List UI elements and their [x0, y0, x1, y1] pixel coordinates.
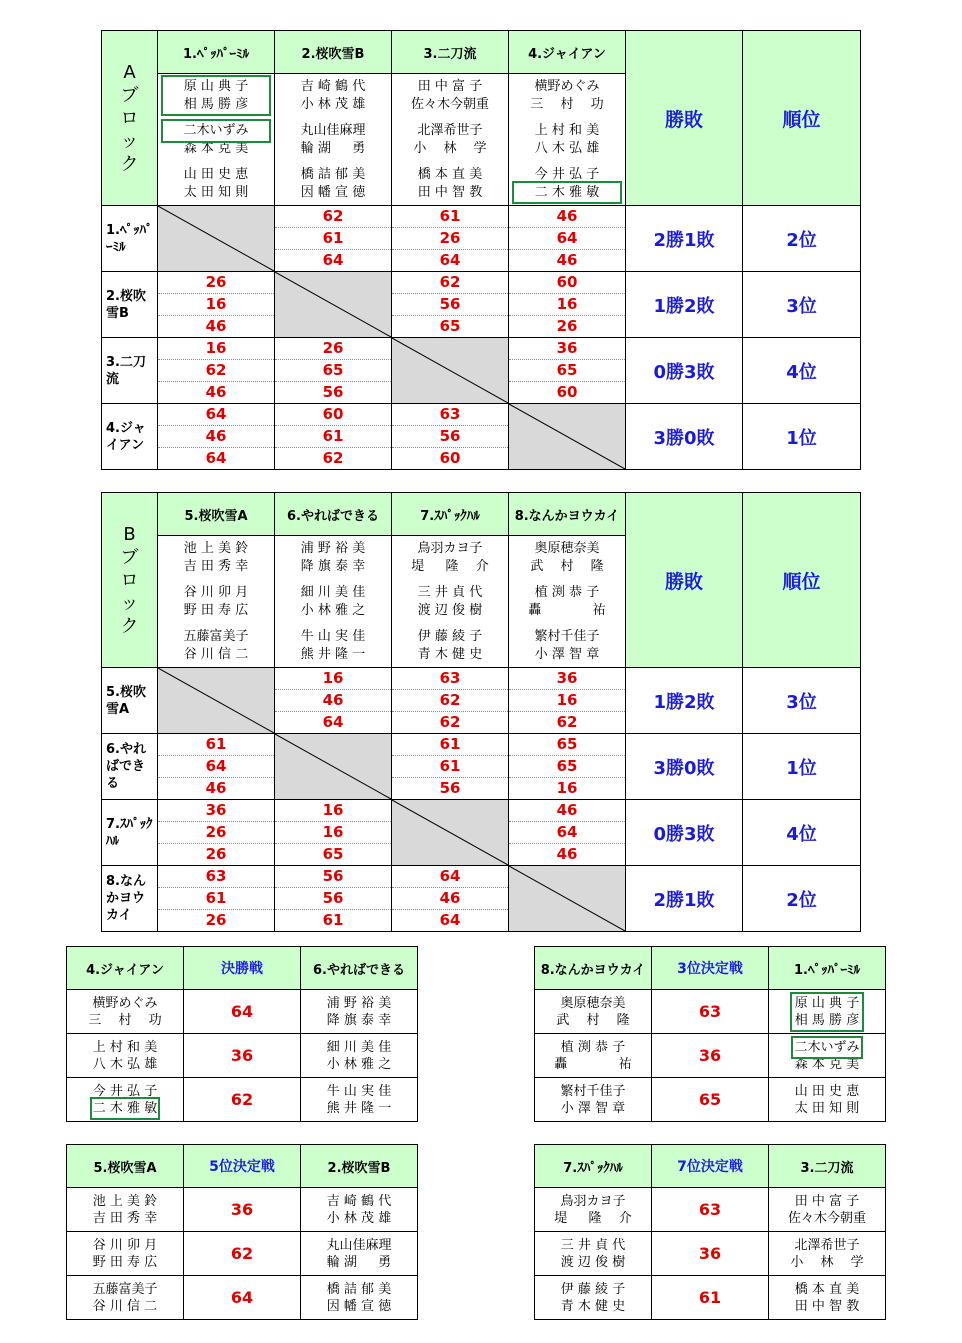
player-pair	[535, 1232, 652, 1276]
diagonal-cell	[275, 272, 392, 338]
player-name: 繁村千佳子	[560, 1083, 626, 1099]
match-score: 36	[184, 1034, 301, 1078]
rank-value: 4位	[743, 800, 861, 866]
set-score: 36	[158, 800, 274, 822]
score-cell	[275, 206, 392, 272]
set-score: 56	[322, 383, 344, 401]
player-name: 小 林 学	[790, 1254, 864, 1270]
result-row	[102, 272, 861, 338]
player-name: 太 田 知 則	[794, 1100, 860, 1116]
set-score: 61	[158, 734, 274, 756]
score-cell	[392, 206, 509, 272]
player-pair	[67, 990, 184, 1034]
player-pair: 細 川 美 佳 小 林 雅 之	[300, 585, 366, 618]
set-score: 65	[509, 756, 625, 778]
player-name: 田 中 智 教	[794, 1298, 860, 1314]
score-cell	[392, 866, 509, 932]
score-cell	[392, 272, 509, 338]
player-name: 渡 辺 俊 樹	[560, 1254, 626, 1270]
match-score: 62	[184, 1078, 301, 1122]
player-pair	[301, 990, 418, 1034]
player-name: 谷 川 信 二	[92, 1298, 158, 1314]
third-place-match-table	[534, 946, 886, 1122]
win-loss-record: 1勝2敗	[626, 272, 743, 338]
player-name: 谷 川 卯 月	[92, 1237, 158, 1253]
match-title: 3位決定戦	[652, 947, 769, 990]
match-team-right: 6.やればできる	[301, 947, 418, 990]
set-score: 36	[509, 668, 625, 690]
rank-value: 1位	[743, 404, 861, 470]
set-score: 56	[275, 866, 391, 888]
score-cell	[275, 338, 392, 404]
seventh-place-match-table	[534, 1144, 886, 1320]
set-score: 61	[392, 756, 508, 778]
player-name: 浦 野 裕 美	[326, 995, 392, 1011]
player-name: 奥原穂奈美	[560, 995, 626, 1011]
player-pair: 三 井 貞 代 渡 辺 俊 樹	[417, 585, 483, 618]
row-team-label: 1.ﾍﾟｯﾊﾟｰﾐﾙ	[102, 206, 158, 272]
row-team-label: 7.ｽﾊﾟｯｸﾊﾙ	[102, 800, 158, 866]
match-row	[67, 1078, 418, 1122]
player-pair	[769, 1188, 886, 1232]
player-name: 降 旗 泰 幸	[326, 1012, 392, 1028]
set-score: 26	[205, 845, 227, 863]
match-row	[67, 1276, 418, 1320]
player-name: 田 中 富 子	[794, 1193, 860, 1209]
set-score: 46	[205, 383, 227, 401]
block-a-label: A ブ ロ ッ ク	[102, 31, 158, 206]
set-score: 26	[275, 338, 391, 360]
result-row	[102, 866, 861, 932]
player-pair: 橋 本 直 美 田 中 智 教	[417, 167, 483, 200]
player-pair: 田 中 富 子 佐々木今朝重	[410, 79, 489, 112]
player-name: 橋 本 直 美	[794, 1281, 860, 1297]
set-score: 46	[509, 206, 625, 228]
score-cell	[392, 404, 509, 470]
row-team-label: 3.二刀流	[102, 338, 158, 404]
score-cell	[275, 668, 392, 734]
player-name: 堤 隆 介	[554, 1210, 632, 1226]
score-cell	[509, 272, 626, 338]
set-score: 46	[509, 800, 625, 822]
match-row	[535, 1276, 886, 1320]
rank-value: 2位	[743, 206, 861, 272]
diagonal-cell	[509, 404, 626, 470]
match-score: 36	[184, 1188, 301, 1232]
result-header: 勝敗	[626, 493, 743, 668]
set-score: 56	[439, 779, 461, 797]
player-name: 橋 詰 郁 美	[326, 1281, 392, 1297]
set-score: 46	[556, 845, 578, 863]
set-score: 63	[392, 668, 508, 690]
set-score: 65	[509, 360, 625, 382]
player-name: 武 村 隆	[556, 1012, 630, 1028]
match-row	[535, 1188, 886, 1232]
score-cell	[509, 668, 626, 734]
player-pair	[67, 1034, 184, 1078]
player-name: 二木いずみ	[794, 1039, 860, 1055]
team-roster	[275, 74, 392, 206]
win-loss-record: 1勝2敗	[626, 668, 743, 734]
team-header: 7.ｽﾊﾟｯｸﾊﾙ	[392, 493, 509, 536]
set-score: 16	[275, 668, 391, 690]
match-row	[67, 1188, 418, 1232]
rank-header: 順位	[743, 493, 861, 668]
win-loss-record: 3勝0敗	[626, 734, 743, 800]
player-pair	[769, 1034, 886, 1078]
player-pair: 池 上 美 鈴 吉 田 秀 幸	[183, 541, 249, 574]
set-score: 56	[275, 888, 391, 910]
win-loss-record: 0勝3敗	[626, 338, 743, 404]
score-cell	[275, 866, 392, 932]
set-score: 62	[275, 206, 391, 228]
player-name: 伊 藤 綾 子	[560, 1281, 626, 1297]
set-score: 16	[158, 294, 274, 316]
score-cell	[158, 800, 275, 866]
result-header: 勝敗	[626, 31, 743, 206]
row-team-label: 2.桜吹雪B	[102, 272, 158, 338]
score-cell	[158, 866, 275, 932]
player-pair: 繁村千佳子 小 澤 智 章	[534, 629, 600, 662]
set-score: 26	[158, 272, 274, 294]
set-score: 62	[392, 272, 508, 294]
team-header: 3.二刀流	[392, 31, 509, 74]
set-score: 61	[392, 734, 508, 756]
set-score: 64	[439, 251, 461, 269]
result-row	[102, 800, 861, 866]
set-score: 64	[509, 822, 625, 844]
set-score: 64	[158, 404, 274, 426]
score-cell	[158, 734, 275, 800]
player-name: 吉 崎 鶴 代	[326, 1193, 392, 1209]
score-cell	[392, 734, 509, 800]
set-score: 61	[322, 911, 344, 929]
match-score: 36	[652, 1232, 769, 1276]
block-b-table	[101, 492, 861, 932]
player-pair	[67, 1078, 184, 1122]
row-team-label: 8.なんかヨウカイ	[102, 866, 158, 932]
diagonal-cell	[509, 866, 626, 932]
match-team-left: 5.桜吹雪A	[67, 1145, 184, 1188]
result-row	[102, 338, 861, 404]
player-pair	[535, 1034, 652, 1078]
player-pair	[535, 990, 652, 1034]
player-pair: 五藤富美子 谷 川 信 二	[183, 629, 249, 662]
player-name: 上 村 和 美	[92, 1039, 158, 1055]
set-score: 64	[392, 866, 508, 888]
set-score: 16	[158, 338, 274, 360]
set-score: 61	[392, 206, 508, 228]
match-title: 決勝戦	[184, 947, 301, 990]
match-row	[535, 1034, 886, 1078]
player-pair	[535, 1276, 652, 1320]
player-name: 三 村 功	[88, 1012, 162, 1028]
player-name: 因 幡 宣 徳	[326, 1298, 392, 1314]
player-name: 吉 田 秀 幸	[92, 1210, 158, 1226]
match-team-right: 1.ﾍﾟｯﾊﾟｰﾐﾙ	[769, 947, 886, 990]
team-header: 8.なんかヨウカイ	[509, 493, 626, 536]
match-score: 62	[184, 1232, 301, 1276]
result-row	[102, 206, 861, 272]
match-team-left: 4.ジャイアン	[67, 947, 184, 990]
player-name: 今 井 弘 子	[92, 1083, 158, 1099]
win-loss-record: 2勝1敗	[626, 206, 743, 272]
match-row	[535, 1232, 886, 1276]
match-row	[535, 990, 886, 1034]
rank-value: 1位	[743, 734, 861, 800]
set-score: 46	[205, 779, 227, 797]
fifth-place-match-table	[66, 1144, 418, 1320]
set-score: 64	[205, 449, 227, 467]
set-score: 16	[556, 779, 578, 797]
set-score: 16	[275, 822, 391, 844]
player-name: 熊 井 隆 一	[326, 1100, 392, 1116]
set-score: 62	[392, 690, 508, 712]
player-name: 三 井 貞 代	[560, 1237, 626, 1253]
match-row	[535, 1078, 886, 1122]
set-score: 65	[439, 317, 461, 335]
set-score: 60	[439, 449, 461, 467]
player-name: 細 川 美 佳	[326, 1039, 392, 1055]
match-team-left: 7.ｽﾊﾟｯｸﾊﾙ	[535, 1145, 652, 1188]
score-cell	[392, 668, 509, 734]
team-roster	[509, 536, 626, 668]
set-score: 26	[158, 822, 274, 844]
set-score: 16	[509, 690, 625, 712]
diagonal-cell	[392, 338, 509, 404]
player-pair	[301, 1034, 418, 1078]
rank-value: 3位	[743, 668, 861, 734]
set-score: 64	[509, 228, 625, 250]
score-cell	[509, 338, 626, 404]
team-roster	[509, 74, 626, 206]
match-score: 65	[652, 1078, 769, 1122]
set-score: 62	[322, 449, 344, 467]
diagonal-cell	[392, 800, 509, 866]
player-pair	[301, 1188, 418, 1232]
player-name: 佐々木今朝重	[787, 1210, 866, 1226]
player-pair: 伊 藤 綾 子 青 木 健 史	[417, 629, 483, 662]
set-score: 26	[205, 911, 227, 929]
player-name: 野 田 寿 広	[92, 1254, 158, 1270]
player-pair: 二木いずみ 森 本 克 美	[164, 122, 268, 157]
set-score: 16	[509, 294, 625, 316]
player-pair: 丸山佳麻理 輪 湖 勇	[300, 123, 366, 156]
player-pair	[769, 1232, 886, 1276]
team-roster	[392, 74, 509, 206]
set-score: 16	[275, 800, 391, 822]
set-score: 26	[392, 228, 508, 250]
player-pair	[769, 990, 886, 1034]
player-name: 北澤希世子	[794, 1237, 860, 1253]
player-pair: 植 渕 恭 子 轟 祐	[528, 585, 606, 618]
result-row	[102, 404, 861, 470]
player-pair	[769, 1276, 886, 1320]
set-score: 56	[392, 426, 508, 448]
player-name: 青 木 健 史	[560, 1298, 626, 1314]
match-row	[67, 1232, 418, 1276]
match-row	[67, 1034, 418, 1078]
result-row	[102, 734, 861, 800]
set-score: 60	[275, 404, 391, 426]
win-loss-record: 0勝3敗	[626, 800, 743, 866]
row-team-label: 4.ジャイアン	[102, 404, 158, 470]
set-score: 46	[158, 426, 274, 448]
set-score: 65	[275, 360, 391, 382]
player-name: 五藤富美子	[92, 1281, 158, 1297]
player-name: 植 渕 恭 子	[560, 1039, 626, 1055]
set-score: 62	[158, 360, 274, 382]
player-name: 牛 山 実 佳	[326, 1083, 392, 1099]
team-roster	[158, 536, 275, 668]
set-score: 36	[509, 338, 625, 360]
win-loss-record: 2勝1敗	[626, 866, 743, 932]
player-pair	[769, 1078, 886, 1122]
set-score: 46	[275, 690, 391, 712]
match-score: 61	[652, 1276, 769, 1320]
player-name: 原 山 典 子	[794, 995, 860, 1011]
set-score: 64	[322, 713, 344, 731]
row-team-label: 6.やればできる	[102, 734, 158, 800]
diagonal-cell	[275, 734, 392, 800]
score-cell	[275, 800, 392, 866]
block-b-label: B ブ ロ ッ ク	[102, 493, 158, 668]
player-name: 小 澤 智 章	[560, 1100, 626, 1116]
match-title: 5位決定戦	[184, 1145, 301, 1188]
player-name: 丸山佳麻理	[326, 1237, 392, 1253]
match-title: 7位決定戦	[652, 1145, 769, 1188]
score-cell	[509, 206, 626, 272]
team-roster	[392, 536, 509, 668]
player-pair: 山 田 史 恵 太 田 知 則	[183, 167, 249, 200]
player-name: 小 林 雅 之	[326, 1056, 392, 1072]
player-pair: 原 山 典 子 相 馬 勝 彦	[164, 78, 268, 113]
team-roster	[158, 74, 275, 206]
player-name: 森 本 克 美	[794, 1056, 860, 1072]
player-pair	[301, 1232, 418, 1276]
set-score: 61	[275, 426, 391, 448]
set-score: 64	[439, 911, 461, 929]
team-roster	[275, 536, 392, 668]
set-score: 46	[205, 317, 227, 335]
player-pair: 奥原穂奈美 武 村 隆	[530, 541, 604, 574]
set-score: 26	[556, 317, 578, 335]
player-pair: 橋 詰 郁 美 因 幡 宣 徳	[300, 167, 366, 200]
player-pair: 牛 山 実 佳 熊 井 隆 一	[300, 629, 366, 662]
match-score: 63	[652, 1188, 769, 1232]
set-score: 62	[439, 713, 461, 731]
set-score: 46	[392, 888, 508, 910]
player-pair: 横野めぐみ 三 村 功	[530, 79, 604, 112]
match-row	[67, 990, 418, 1034]
row-team-label: 5.桜吹雪A	[102, 668, 158, 734]
player-pair	[535, 1188, 652, 1232]
match-team-right: 3.二刀流	[769, 1145, 886, 1188]
team-header: 6.やればできる	[275, 493, 392, 536]
score-cell	[509, 800, 626, 866]
team-header: 2.桜吹雪B	[275, 31, 392, 74]
score-cell	[158, 404, 275, 470]
win-loss-record: 3勝0敗	[626, 404, 743, 470]
player-pair: 北澤希世子 小 林 学	[413, 123, 487, 156]
player-name: 山 田 史 恵	[794, 1083, 860, 1099]
player-pair	[301, 1078, 418, 1122]
rank-value: 3位	[743, 272, 861, 338]
team-header: 1.ﾍﾟｯﾊﾟｰﾐﾙ	[158, 31, 275, 74]
set-score: 60	[509, 272, 625, 294]
block-a-table	[101, 30, 861, 470]
set-score: 63	[392, 404, 508, 426]
rank-value: 4位	[743, 338, 861, 404]
player-name: 輪 湖 勇	[326, 1254, 392, 1270]
player-pair: 浦 野 裕 美 降 旗 泰 幸	[300, 541, 366, 574]
player-pair: 鳥羽カヨ子 堤 隆 介	[411, 541, 489, 574]
match-score: 64	[184, 1276, 301, 1320]
player-pair	[301, 1276, 418, 1320]
player-name: 相 馬 勝 彦	[794, 1012, 860, 1028]
score-cell	[158, 338, 275, 404]
set-score: 64	[158, 756, 274, 778]
player-pair: 谷 川 卯 月 野 田 寿 広	[183, 585, 249, 618]
match-team-right: 2.桜吹雪B	[301, 1145, 418, 1188]
team-header: 5.桜吹雪A	[158, 493, 275, 536]
score-cell	[509, 734, 626, 800]
diagonal-cell	[158, 668, 275, 734]
player-pair	[535, 1078, 652, 1122]
player-name: 池 上 美 鈴	[92, 1193, 158, 1209]
score-cell	[275, 404, 392, 470]
diagonal-cell	[158, 206, 275, 272]
player-name: 八 木 弘 雄	[92, 1056, 158, 1072]
set-score: 63	[158, 866, 274, 888]
player-pair: 今 井 弘 子 二 木 雅 敏	[515, 166, 619, 201]
match-team-left: 8.なんかヨウカイ	[535, 947, 652, 990]
set-score: 46	[556, 251, 578, 269]
set-score: 62	[556, 713, 578, 731]
player-pair	[67, 1188, 184, 1232]
player-pair	[67, 1232, 184, 1276]
match-score: 36	[652, 1034, 769, 1078]
set-score: 56	[392, 294, 508, 316]
rank-value: 2位	[743, 866, 861, 932]
player-name: 横野めぐみ	[92, 995, 158, 1011]
rank-header: 順位	[743, 31, 861, 206]
match-score: 64	[184, 990, 301, 1034]
player-pair: 上 村 和 美 八 木 弘 雄	[534, 123, 600, 156]
player-pair	[67, 1276, 184, 1320]
player-pair: 吉 崎 鶴 代 小 林 茂 雄	[300, 79, 366, 112]
score-cell	[158, 272, 275, 338]
set-score: 60	[556, 383, 578, 401]
player-name: 轟 祐	[554, 1056, 632, 1072]
result-row	[102, 668, 861, 734]
set-score: 65	[509, 734, 625, 756]
set-score: 61	[275, 228, 391, 250]
set-score: 61	[158, 888, 274, 910]
set-score: 64	[322, 251, 344, 269]
player-name: 小 林 茂 雄	[326, 1210, 392, 1226]
player-name: 鳥羽カヨ子	[560, 1193, 626, 1209]
set-score: 65	[322, 845, 344, 863]
match-score: 63	[652, 990, 769, 1034]
player-name: 二 木 雅 敏	[92, 1100, 158, 1116]
final-match-table	[66, 946, 418, 1122]
team-header: 4.ジャイアン	[509, 31, 626, 74]
